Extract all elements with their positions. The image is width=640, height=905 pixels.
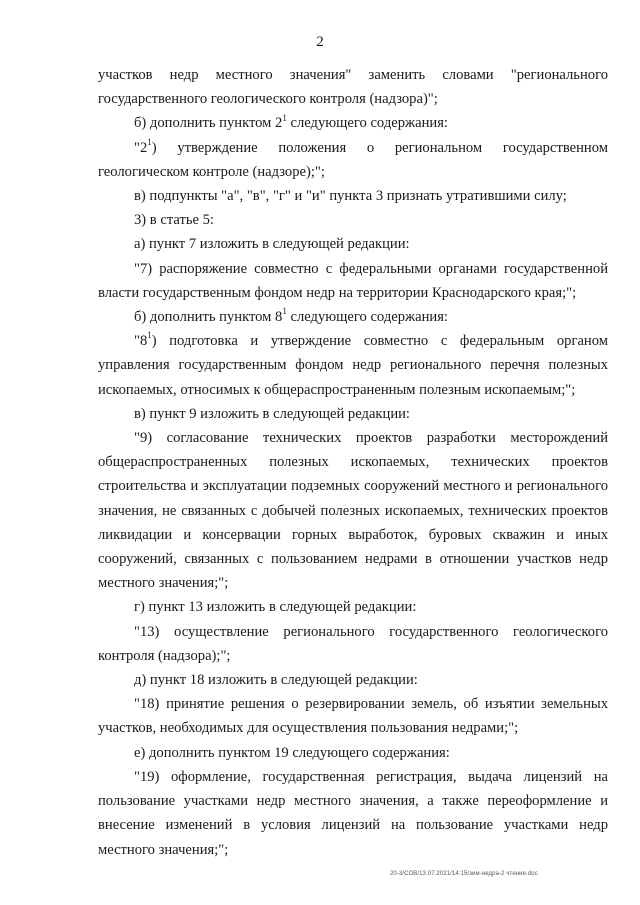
paragraph-continuation: участков недр местного значения" заменить словами "регионального государственного геологического контроля (надзора)"; <box>98 67 608 108</box>
paragraph-quote-9: "9) согласование технических проектов разработки месторождений общераспространенных полезных ископаемых, технических проектов строительства и эксплуатации подземных сооружений местного и регионального значения, не связанных с добычей полезных ископаемых, технических проектов ликвидации и консервации горных выработок, буровых скважин и иных сооружений, связанных с пользованием недрами в отношении участков недр местного значения;"; <box>98 430 608 592</box>
paragraph-item-e-add-19: е) дополнить пунктом 19 следующего содержания: <box>134 744 450 761</box>
paragraph-item-g-point-13: г) пункт 13 изложить в следующей редакции: <box>134 599 417 616</box>
paragraph-item-v-subpoints: в) подпункты "а", "в", "г" и "и" пункта 3 признать утратившими силу; <box>134 188 567 205</box>
paragraph-item-a-point-7: а) пункт 7 изложить в следующей редакции: <box>134 236 410 253</box>
paragraph-item-v-point-9: в) пункт 9 изложить в следующей редакции: <box>134 405 410 422</box>
page-number: 2 <box>316 34 324 50</box>
paragraph-quote-19: "19) оформление, государственная регистрация, выдача лицензий на пользование участками недр местного значения, а также переоформление и внесение изменений в условия лицензий на пользование участками недр местного значения;"; <box>98 768 608 858</box>
paragraph-item-d-point-18: д) пункт 18 изложить в следующей редакции: <box>134 672 418 689</box>
superscript-one: 1 <box>147 136 152 147</box>
paragraph-quote-7: "7) распоряжение совместно с федеральными органами государственной власти государственным фондом недр на территории Краснодарского края;"; <box>98 260 608 301</box>
superscript-one: 1 <box>147 330 152 341</box>
paragraph-quote-18: "18) принятие решения о резервировании земель, об изъятии земельных участков, необходимых для осуществления пользования недрами;"; <box>98 696 608 737</box>
superscript-one: 1 <box>282 306 287 317</box>
paragraph-quote-13: "13) осуществление регионального государственного геологического контроля (надзора);"; <box>98 623 608 664</box>
paragraph-item-b-add-2-1: б) дополнить пунктом $2^1$ следующего содержания: <box>134 112 448 132</box>
paragraph-item-b-add-8-1: б) дополнить пунктом $8^1$ следующего содержания: <box>134 306 448 326</box>
superscript-one: 1 <box>282 112 287 123</box>
paragraph-quote-2-1: "$2^1$) утверждение положения о региональном государственном геологическом контроле (надзоре);"; <box>98 136 608 180</box>
document-footer-code: 20-3/СОВ/13.07.2021/14:15/зим-недра-2 чтение.doc <box>390 871 538 877</box>
paragraph-quote-8-1: "$8^1$) подготовка и утверждение совместно с федеральным органом управления государственным фондом недр регионального перечня полезных ископаемых, относимых к общераспространенным полезным ископаемым;"; <box>98 330 608 398</box>
document-body <box>98 63 608 862</box>
paragraph-item-3-article-5: 3) в статье 5: <box>134 212 214 229</box>
